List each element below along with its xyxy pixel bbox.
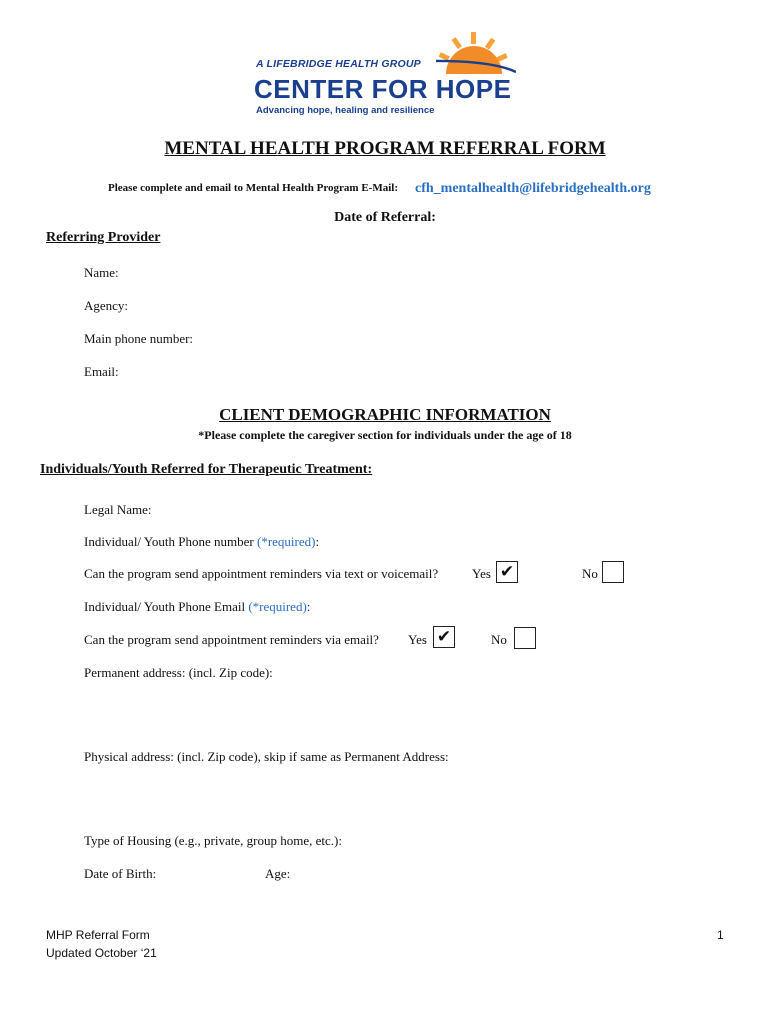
legal-name-field[interactable]: Legal Name: xyxy=(84,502,152,517)
email-reminder-no-checkbox[interactable] xyxy=(514,627,536,649)
youth-email-label: Individual/ Youth Phone Email xyxy=(84,599,249,614)
individuals-youth-heading: Individuals/Youth Referred for Therapeutic Treatment: xyxy=(40,462,373,477)
logo-tagline: Advancing hope, healing and resilience xyxy=(256,105,435,116)
email-reminder-yes-label: Yes xyxy=(408,632,427,647)
email-reminder-question: Can the program send appointment reminders via email? xyxy=(84,632,379,647)
provider-agency-field[interactable]: Agency: xyxy=(84,298,129,313)
physical-address-field[interactable]: Physical address: (incl. Zip code), skip if same as Permanent Address: xyxy=(84,749,449,764)
youth-phone-label: Individual/ Youth Phone number xyxy=(84,534,257,549)
date-of-birth-field[interactable]: Date of Birth: xyxy=(84,866,157,881)
text-reminder-question: Can the program send appointment reminders via text or voicemail? xyxy=(84,566,439,581)
required-marker: (*required) xyxy=(248,599,307,614)
text-reminder-no-checkbox[interactable] xyxy=(602,561,624,583)
youth-phone-field[interactable]: Individual/ Youth Phone number (*required): xyxy=(84,534,320,549)
referring-provider-heading: Referring Provider xyxy=(46,230,161,245)
provider-phone-field[interactable]: Main phone number: xyxy=(84,331,194,346)
provider-email-field[interactable]: Email: xyxy=(84,364,119,379)
footer-updated: Updated October ‘21 xyxy=(46,946,157,960)
page-number: 1 xyxy=(717,928,724,942)
required-marker: (*required) xyxy=(256,534,316,549)
logo-name: CENTER FOR HOPE xyxy=(254,74,512,104)
submission-instructions: Please complete and email to Mental Health Program E-Mail: xyxy=(108,182,399,194)
program-email-link[interactable]: cfh_mentalhealth@lifebridgehealth.org xyxy=(415,181,651,196)
permanent-address-field[interactable]: Permanent address: (incl. Zip code): xyxy=(84,665,273,680)
sun-logo-icon xyxy=(436,28,516,78)
text-reminder-yes-checkbox[interactable]: ✔ xyxy=(496,561,518,583)
client-demographic-heading: CLIENT DEMOGRAPHIC INFORMATION xyxy=(219,405,551,424)
form-title: MENTAL HEALTH PROGRAM REFERRAL FORM xyxy=(164,138,606,159)
youth-email-field[interactable]: Individual/ Youth Phone Email (*required): xyxy=(84,599,311,614)
text-reminder-yes-label: Yes xyxy=(472,566,491,581)
provider-name-field[interactable]: Name: xyxy=(84,265,119,280)
housing-type-field[interactable]: Type of Housing (e.g., private, group home, etc.): xyxy=(84,833,342,848)
email-reminder-no-label: No xyxy=(491,632,507,647)
date-of-referral-label: Date of Referral: xyxy=(334,210,436,225)
age-field[interactable]: Age: xyxy=(265,866,291,881)
email-reminder-yes-checkbox[interactable]: ✔ xyxy=(433,626,455,648)
footer-form-name: MHP Referral Form xyxy=(46,928,150,942)
caregiver-note: *Please complete the caregiver section for individuals under the age of 18 xyxy=(198,428,572,442)
logo-group-text: A LIFEBRIDGE HEALTH GROUP xyxy=(256,58,421,70)
center-for-hope-logo xyxy=(250,28,520,118)
text-reminder-no-label: No xyxy=(582,566,598,581)
